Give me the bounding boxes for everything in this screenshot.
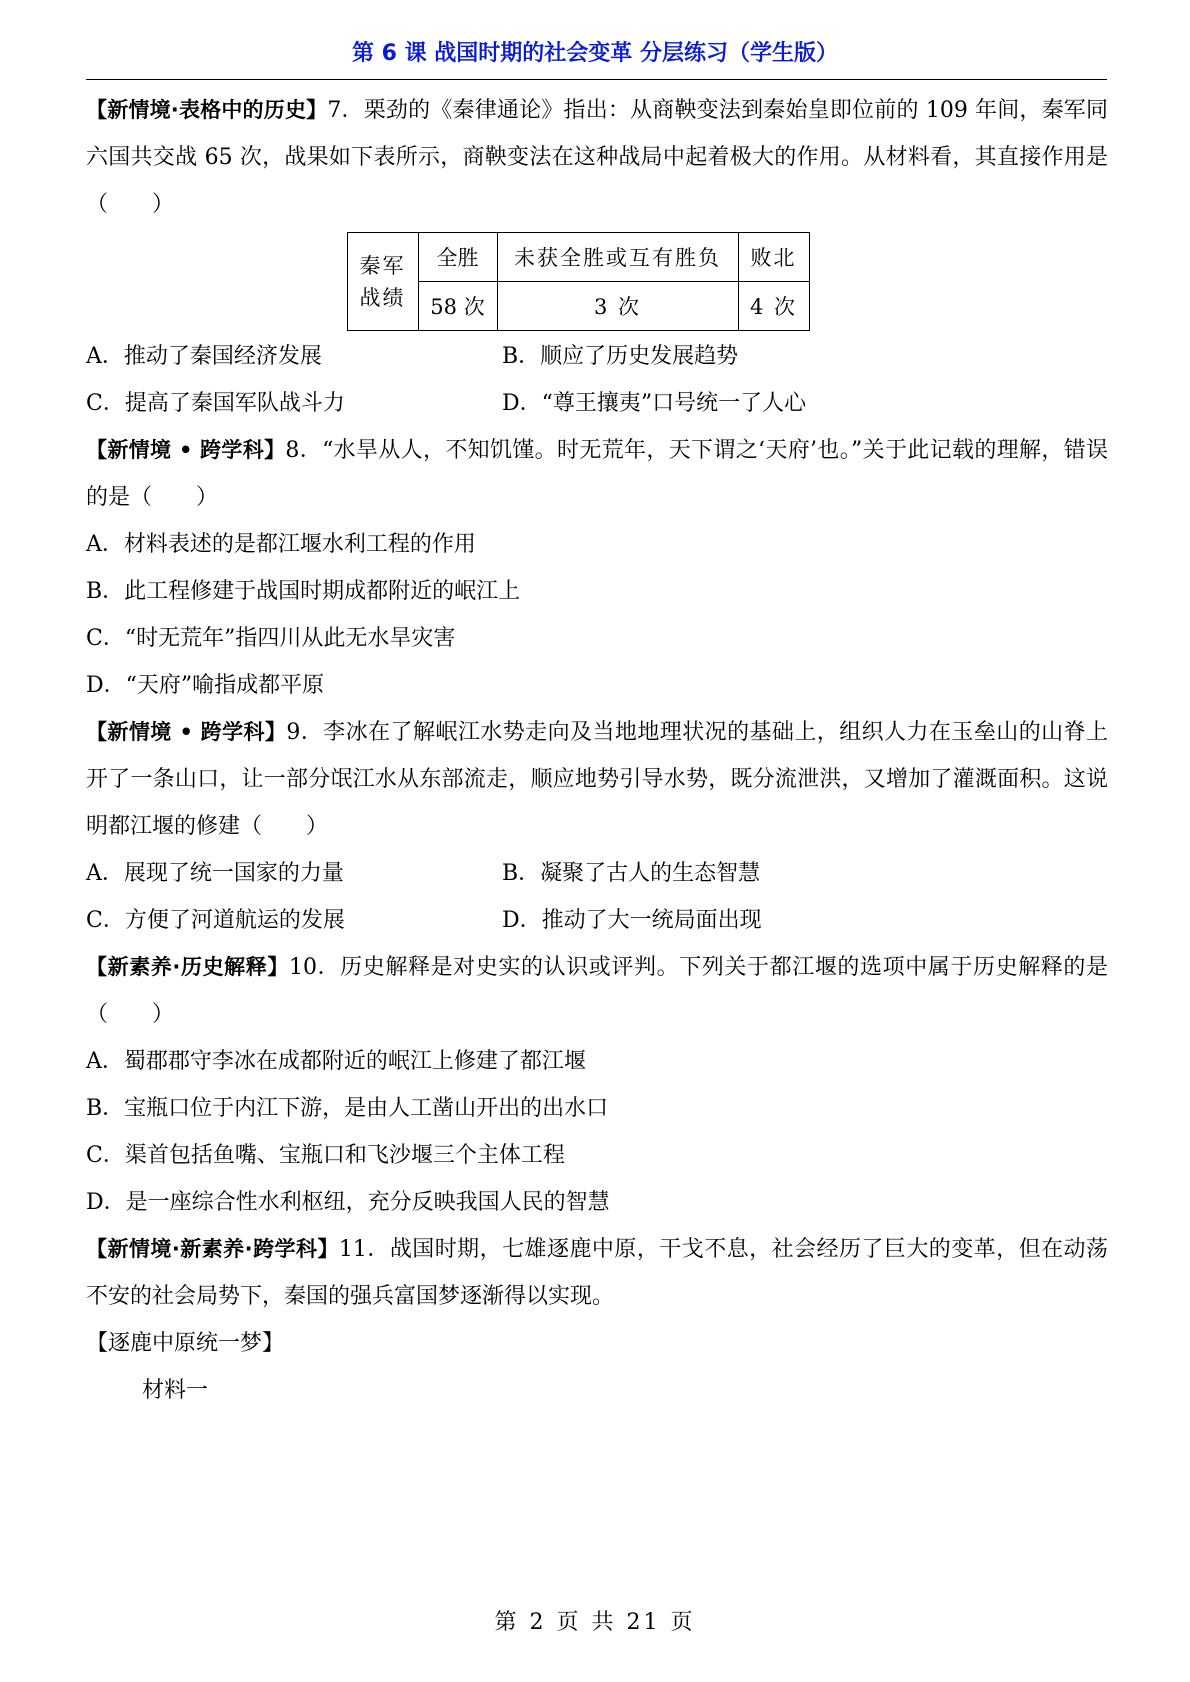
page-title: 第 6 课 战国时期的社会变革 分层练习（学生版）: [352, 41, 838, 66]
question-9-stem: [86, 709, 1108, 850]
question-11-stem: [86, 1226, 1108, 1320]
option-row: [86, 333, 1108, 380]
question-10: [86, 944, 1108, 1226]
table-value-cell: 3 次: [497, 282, 738, 331]
question-10-stem: [86, 944, 1108, 1038]
battle-record-table: [347, 232, 810, 331]
table-row-header-line1: 秦军: [359, 253, 406, 278]
question-8-text: 8．“水旱从人，不知饥馑。时无荒年，天下谓之‘天府’也。”关于此记载的理解，错误的是（ ）: [86, 438, 1108, 510]
material-label: 材料一: [142, 1378, 209, 1403]
question-10-text: 10．历史解释是对史实的认识或评判。下列关于都江堰的选项中属于历史解释的是（ ）: [86, 955, 1108, 1027]
option-d[interactable]: D．“尊王攘夷”口号统一了人心: [502, 391, 807, 416]
question-11: [86, 1226, 1108, 1414]
option-d[interactable]: D．是一座综合性水利枢纽，充分反映我国人民的智慧: [86, 1190, 610, 1215]
table-row-header: [347, 233, 418, 331]
header-divider: [86, 79, 1107, 80]
battle-record-table-wrap: [86, 228, 1108, 333]
option-a[interactable]: A．蜀郡郡守李冰在成都附近的岷江上修建了都江堰: [86, 1049, 586, 1074]
question-8-tag: 【新情境 • 跨学科】: [86, 438, 286, 462]
question-10-tag: 【新素养·历史解释】: [86, 955, 289, 979]
table-header-cell: 全胜: [418, 233, 497, 282]
question-11-subheading: 【逐鹿中原统一梦】: [86, 1331, 285, 1356]
question-9-text: 9．李冰在了解岷江水势走向及当地地理状况的基础上，组织人力在玉垒山的山脊上开了一条山口，让一部分氓江水从东部流走，顺应地势引导水势，既分流泄洪，又增加了灌溉面积。这说明都江堰的修建（ ）: [86, 720, 1109, 839]
question-11-text: 11．战国时期，七雄逐鹿中原，干戈不息，社会经历了巨大的变革，但在动荡不安的社会局势下，秦国的强兵富国梦逐渐得以实现。: [86, 1237, 1108, 1309]
table-header-cell: 败北: [738, 233, 809, 282]
question-8: [86, 427, 1108, 709]
option-b[interactable]: B．此工程修建于战国时期成都附近的岷江上: [86, 579, 521, 604]
option-a[interactable]: A．材料表述的是都江堰水利工程的作用: [86, 532, 476, 557]
option-b[interactable]: B．凝聚了古人的生态智慧: [502, 861, 761, 886]
question-7-tag: 【新情境·表格中的历史】: [86, 98, 328, 122]
table-row-header-line2: 战绩: [359, 285, 406, 310]
option-c[interactable]: C．“时无荒年”指四川从此无水旱灾害: [86, 626, 456, 651]
table-value-cell: 4 次: [738, 282, 809, 331]
question-9-tag: 【新情境 • 跨学科】: [86, 720, 287, 744]
option-b[interactable]: B．顺应了历史发展趋势: [502, 344, 739, 369]
option-a[interactable]: A．推动了秦国经济发展: [86, 344, 322, 369]
question-8-stem: [86, 427, 1108, 521]
option-a[interactable]: A．展现了统一国家的力量: [86, 861, 344, 886]
option-row: [86, 850, 1108, 897]
question-7-text: 7．栗劲的《秦律通论》指出：从商鞅变法到秦始皇即位前的 109 年间，秦军同六国共交战 65 次，战果如下表所示，商鞅变法在这种战局中起着极大的作用。从材料看，其直接作用是（ ）: [86, 98, 1108, 217]
option-d[interactable]: D．“天府”喻指成都平原: [86, 673, 325, 698]
option-c[interactable]: C．方便了河道航运的发展: [86, 908, 345, 933]
question-7: [86, 87, 1108, 427]
option-b[interactable]: B．宝瓶口位于内江下游，是由人工凿山开出的出水口: [86, 1096, 609, 1121]
page-number: 第 2 页 共 21 页: [494, 1610, 696, 1635]
option-c[interactable]: C．渠首包括鱼嘴、宝瓶口和飞沙堰三个主体工程: [86, 1143, 565, 1168]
table-header-cell: 未获全胜或互有胜负: [497, 233, 738, 282]
option-row: [86, 380, 1108, 427]
question-content: [86, 87, 1108, 1414]
table-value-cell: 58 次: [418, 282, 497, 331]
question-9: [86, 709, 1108, 944]
question-11-tag: 【新情境·新素养·跨学科】: [86, 1237, 339, 1261]
question-7-stem: [86, 87, 1108, 228]
option-c[interactable]: C．提高了秦国军队战斗力: [86, 391, 345, 416]
option-d[interactable]: D．推动了大一统局面出现: [502, 908, 762, 933]
option-row: [86, 897, 1108, 944]
